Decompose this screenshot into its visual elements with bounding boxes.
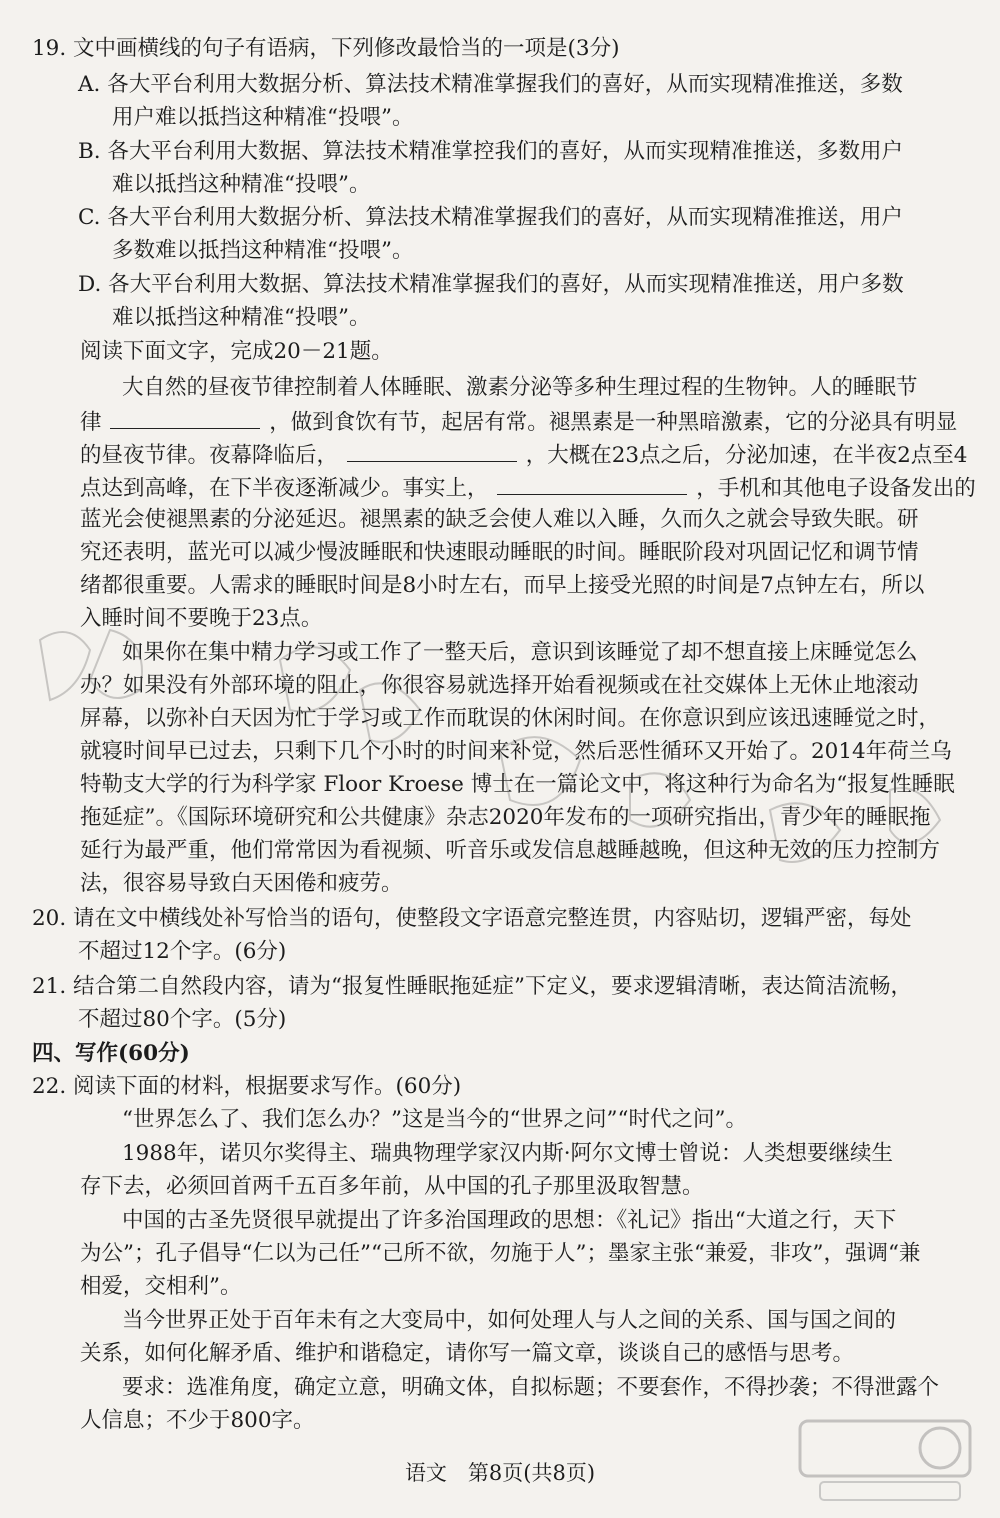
passage-p2-line: 延行为最严重，他们常常因为看视频、听音乐或发信息越睡越晚，但这种无效的压力控制方 — [80, 838, 941, 863]
passage-p1-line: 绪都很重要。人需求的睡眠时间是8小时左右，而早上接受光照的时间是7点钟左右，所以 — [80, 573, 925, 598]
q22-material-3: 中国的古圣先贤很早就提出了许多治国理政的思想：《礼记》指出“大道之行，天下 — [122, 1208, 897, 1233]
passage-p1-line: 大自然的昼夜节律控制着人体睡眠、激素分泌等多种生理过程的生物钟。人的睡眠节 — [122, 375, 918, 400]
q20-stem-line1: 20. 请在文中横线处补写恰当的语句，使整段文字语意完整连贯，内容贴切，逻辑严密，每处 — [32, 906, 912, 931]
q19-option-c-line2: 多数难以抵挡这种精准“投喂”。 — [112, 238, 414, 263]
passage-text: ，大概在23点之后，分泌加速，在半夜2点至4 — [525, 443, 968, 468]
passage-text: 律 — [80, 410, 102, 435]
passage-p1-line-blank3 — [80, 472, 976, 502]
passage-p2-line: 拖延症”。《国际环境研究和公共健康》杂志2020年发布的一项研究指出，青少年的睡眠拖 — [80, 805, 931, 830]
q19-option-b-line2: 难以抵挡这种精准“投喂”。 — [112, 172, 371, 197]
passage-p2-line: 法，很容易导致白天困倦和疲劳。 — [80, 871, 403, 896]
passage-text: ，手机和其他电子设备发出的 — [696, 476, 976, 501]
q22-requirement: 人信息；不少于800字。 — [80, 1408, 315, 1433]
q22-material-2: 1988年，诺贝尔奖得主、瑞典物理学家汉内斯·阿尔文博士曾说：人类想要继续生 — [122, 1141, 894, 1166]
q19-option-c-line1: C. 各大平台利用大数据分析、算法技术精准掌握我们的喜好，从而实现精准推送，用户 — [78, 205, 903, 230]
q19-option-a-line2: 用户难以抵挡这种精准“投喂”。 — [112, 105, 414, 130]
q22-stem: 22. 阅读下面的材料，根据要求写作。(60分) — [32, 1074, 462, 1099]
passage-p2-line: 特勒支大学的行为科学家 Floor Kroese 博士在一篇论文中，将这种行为命名为“报复性睡眠 — [80, 772, 955, 797]
q19-option-d-line1: D. 各大平台利用大数据、算法技术精准掌握我们的喜好，从而实现精准推送，用户多数 — [78, 272, 904, 297]
fill-blank-2[interactable] — [347, 439, 517, 462]
passage-p1-line-blank2 — [80, 439, 967, 469]
corner-logo-icon — [790, 1416, 980, 1506]
page-footer: 语文 第8页(共8页) — [404, 1461, 596, 1485]
passage-p1-line: 入睡时间不要晚于23点。 — [80, 606, 323, 631]
q21-stem-line2: 不超过80个字。(5分) — [78, 1007, 287, 1032]
passage-p1-line: 蓝光会使褪黑素的分泌延迟。褪黑素的缺乏会使人难以入睡，久而久之就会导致失眠。研 — [80, 507, 919, 532]
passage-p2-line: 办？如果没有外部环境的阻止，你很容易就选择开始看视频或在社交媒体上无休止地滚动 — [80, 673, 919, 698]
q20-stem-line2: 不超过12个字。(6分) — [78, 939, 287, 964]
q22-requirement: 要求：选准角度，确定立意，明确文体，自拟标题；不要套作，不得抄袭；不得泄露个 — [122, 1375, 940, 1400]
passage-p1-line: 究还表明，蓝光可以减少慢波睡眠和快速眼动睡眠的时间。睡眠阶段对巩固记忆和调节情 — [80, 540, 919, 565]
q22-material-3: 为公”；孔子倡导“仁以为己任”“己所不欲，勿施于人”；墨家主张“兼爱，非攻”，强调“兼 — [80, 1241, 921, 1266]
q19-stem: 19. 文中画横线的句子有语病，下列修改最恰当的一项是(3分) — [32, 36, 620, 61]
section-heading-writing: 四、写作(60分) — [32, 1041, 190, 1066]
q21-stem-line1: 21. 结合第二自然段内容，请为“报复性睡眠拖延症”下定义，要求逻辑清晰，表达简洁流畅， — [32, 974, 913, 999]
passage-text: 的昼夜节律。夜幕降临后， — [80, 443, 339, 468]
q19-option-b-line1: B. 各大平台利用大数据、算法技术精准掌控我们的喜好，从而实现精准推送，多数用户 — [78, 139, 903, 164]
fill-blank-1[interactable] — [110, 406, 260, 429]
q19-option-d-line2: 难以抵挡这种精准“投喂”。 — [112, 305, 371, 330]
q22-material-2: 存下去，必须回首两千五百多年前，从中国的孔子那里汲取智慧。 — [80, 1174, 704, 1199]
q22-material-1: “世界怎么了、我们怎么办？”这是当今的“世界之问”“时代之问”。 — [122, 1107, 747, 1132]
fill-blank-3[interactable] — [497, 472, 687, 495]
reading-intro: 阅读下面文字，完成20－21题。 — [80, 339, 393, 364]
passage-p2-line: 屏幕，以弥补白天因为忙于学习或工作而耽误的休闲时间。在你意识到应该迅速睡觉之时， — [80, 706, 941, 731]
passage-p2-line: 如果你在集中精力学习或工作了一整天后，意识到该睡觉了却不想直接上床睡觉怎么 — [122, 640, 918, 665]
q22-material-3: 相爱，交相利”。 — [80, 1274, 242, 1299]
passage-text: 点达到高峰，在下半夜逐渐减少。事实上， — [80, 476, 489, 501]
q22-material-4: 关系，如何化解矛盾、维护和谐稳定，请你写一篇文章，谈谈自己的感悟与思考。 — [80, 1341, 855, 1366]
passage-p2-line: 就寝时间早已过去，只剩下几个小时的时间来补觉，然后恶性循环又开始了。2014年荷兰乌 — [80, 739, 952, 764]
q19-option-a-line1: A. 各大平台利用大数据分析、算法技术精准掌握我们的喜好，从而实现精准推送，多数 — [78, 72, 903, 97]
passage-text: ，做到食饮有节，起居有常。褪黑素是一种黑暗激素，它的分泌具有明显 — [269, 410, 958, 435]
q22-material-4: 当今世界正处于百年未有之大变局中，如何处理人与人之间的关系、国与国之间的 — [122, 1308, 897, 1333]
passage-p1-line-blank1 — [80, 406, 957, 436]
